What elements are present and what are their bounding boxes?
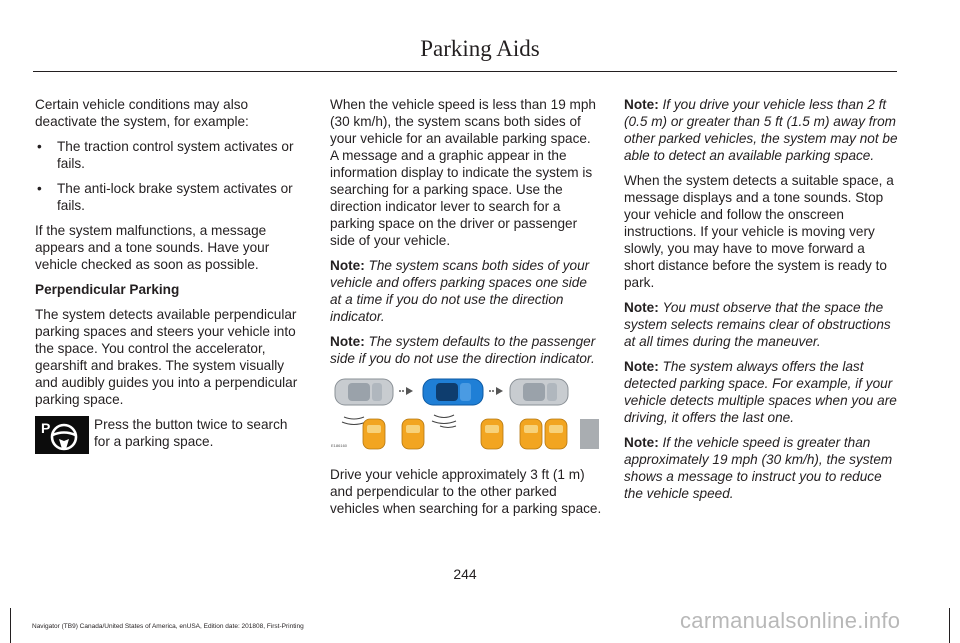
arrow-right-icon [399, 387, 413, 395]
parking-steering-wheel-icon [35, 416, 89, 454]
parked-car-illustration [510, 379, 568, 405]
speed-paragraph: When the vehicle speed is less than 19 mph (30 km/h), the system scans both sides of your vehicle for an available parking space. A message and a graphic appear in the information display to indicate the system is searching for a parking space. Use the direction indicator lever to search for a parking space on the driver or passenger side of your vehicle. [330, 97, 596, 248]
note-label: Note: [624, 300, 659, 315]
svg-text:P: P [41, 420, 51, 436]
page-number: 244 [453, 566, 477, 582]
button-instruction [35, 416, 306, 460]
arrow-right-icon [489, 387, 503, 395]
note-paragraph [624, 358, 898, 426]
note-body: The system scans both sides of your vehicle and offers parking spaces one side at a time if you do not use the direction indicator. [330, 258, 590, 324]
note-body: If the vehicle speed is greater than approximately 19 mph (30 km/h), the system shows a message to instruct you to reduce the vehicle speed. [624, 435, 893, 501]
note-body: The system always offers the last detected parking space. For example, if your vehicle detects multiple spaces when you are driving, it offers the last one. [624, 359, 897, 425]
note-body: If you drive your vehicle less than 2 ft (0.5 m) or greater than 5 ft (1.5 m) away from other parked vehicles, the system may not be able to detect an available parking space. [624, 97, 898, 163]
note-body: The system defaults to the passenger side if you do not use the direction indicator. [330, 334, 596, 366]
note-label: Note: [330, 258, 365, 273]
column-2 [330, 96, 602, 525]
note-label: Note: [624, 97, 659, 112]
note-paragraph [624, 434, 898, 502]
perpendicular-parked-cars [363, 419, 567, 449]
searching-car-illustration [423, 379, 483, 405]
watermark: carmanualsonline.info [680, 608, 901, 633]
bullet-marker: • [37, 181, 42, 196]
crop-mark [949, 608, 950, 643]
note-paragraph [624, 96, 898, 164]
page-title: Parking Aids [420, 36, 540, 61]
note-paragraph [330, 257, 602, 325]
note-label: Note: [624, 435, 659, 450]
illustration-code: E186160 [331, 443, 348, 448]
press-button-text: Press the button twice to search for a parking space. [94, 417, 288, 449]
bullet-marker: • [37, 139, 42, 154]
suitable-space-paragraph: When the system detects a suitable space, a message displays and a tone sounds. Stop your vehicle and follow the onscreen instructions. If your vehicle is moving very slowly, you may have to move forward a short distance before the system is ready to park. [624, 173, 894, 290]
note-label: Note: [624, 359, 659, 374]
section-heading: Perpendicular Parking [35, 282, 180, 297]
footer-edition-info: Navigator (TB9) Canada/United States of America, enUSA, Edition date: 201808, First-Printing [32, 623, 304, 630]
list-item-text: The anti-lock brake system activates or fails. [57, 181, 293, 213]
column-3 [624, 96, 898, 510]
note-body: You must observe that the space the system selects remains clear of obstructions at all times during the maneuver. [624, 300, 891, 349]
header-divider [33, 71, 897, 72]
scan-waves-icon [342, 415, 456, 428]
column-1 [35, 96, 306, 460]
crop-mark [10, 608, 11, 643]
note-paragraph [330, 333, 602, 367]
obstacle-block [580, 419, 599, 449]
malfunction-paragraph: If the system malfunctions, a message appears and a tone sounds. Have your vehicle checked as soon as possible. [35, 223, 270, 272]
list-item [35, 180, 306, 214]
list-item [35, 138, 306, 172]
parked-car-illustration [335, 379, 393, 405]
note-label: Note: [330, 334, 365, 349]
detects-paragraph: The system detects available perpendicular parking spaces and steers your vehicle into the space. You control the accelerator, gearshift and brakes. The system visually and audibly guides you into a perpendicular parking space. [35, 307, 298, 407]
drive-paragraph: Drive your vehicle approximately 3 ft (1 m) and perpendicular to the other parked vehicles when searching for a parking space. [330, 467, 602, 516]
intro-paragraph: Certain vehicle conditions may also deactivate the system, for example: [35, 97, 249, 129]
parking-scan-illustration [330, 375, 602, 455]
conditions-list [35, 138, 306, 214]
note-paragraph [624, 299, 898, 350]
list-item-text: The traction control system activates or fails. [57, 139, 294, 171]
